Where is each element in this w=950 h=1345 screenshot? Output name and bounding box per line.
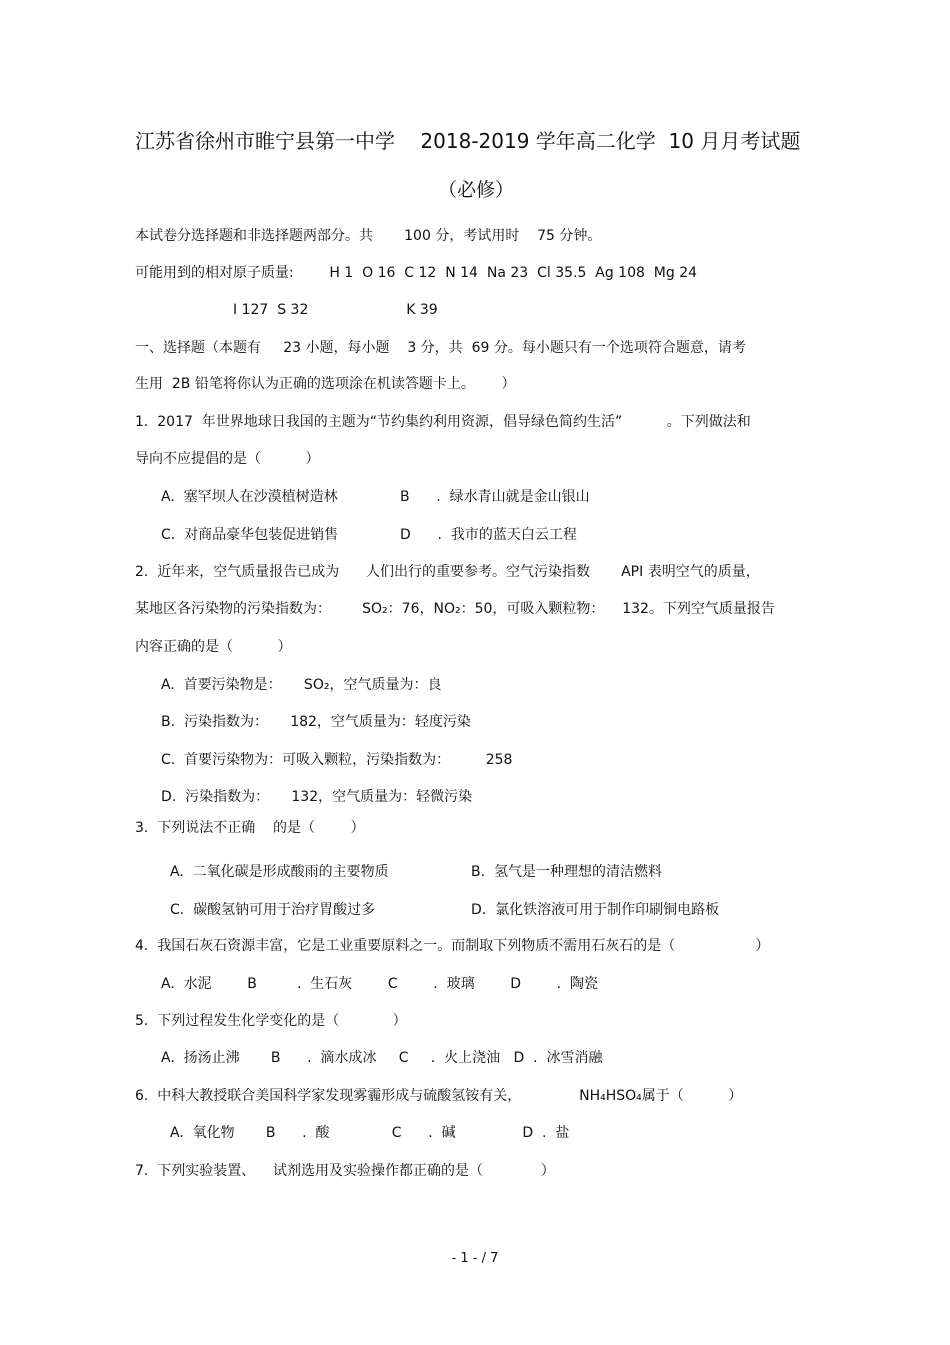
question-5-options: A. 扬汤止沸 B . 滴水成冰 C . 火上浇油 D . 冰雪消融: [161, 1050, 603, 1066]
question-2-option-b: B. 污染指数为： 182，空气质量为：轻度污染: [161, 714, 471, 730]
question-4-options: A. 水泥 B . 生石灰 C . 玻璃 D . 陶瓷: [161, 976, 598, 992]
question-4-stem: 4. 我国石灰石资源丰富，它是工业重要原料之一。而制取下列物质不需用石灰石的是（ ）: [135, 938, 770, 954]
question-3-stem: 3. 下列说法不正确 的是（ ）: [135, 820, 365, 836]
question-2-option-a: A. 首要污染物是： SO₂，空气质量为：良: [161, 677, 442, 693]
question-7-stem: 7. 下列实验装置、 试剂选用及实验操作都正确的是（ ）: [135, 1163, 555, 1179]
page-subtitle: （必修）: [438, 179, 515, 201]
question-2-stem: 2. 近年来，空气质量报告已成为 人们出行的重要参考。空气污染指数 API 表明空气的质量，: [135, 564, 760, 580]
question-1-option-b: B . 绿水青山就是金山银山: [400, 489, 590, 505]
question-1-stem-cont: 导向不应提倡的是（ ）: [135, 451, 320, 467]
intro-line: 本试卷分选择题和非选择题两部分。共 100 分，考试用时 75 分钟。: [135, 228, 602, 244]
question-1-option-a: A. 塞罕坝人在沙漠植树造林: [161, 489, 338, 505]
question-2-option-c: C. 首要污染物为：可吸入颗粒，污染指数为： 258: [161, 752, 513, 768]
atomic-mass-line-cont: I 127 S 32 K 39: [233, 302, 438, 318]
section-heading: 一、选择题（本题有 23 小题，每小题 3 分，共 69 分。每小题只有一个选项符合题意，请考: [135, 340, 746, 356]
section-heading-cont: 生用 2B 铅笔将你认为正确的选项涂在机读答题卡上。 ）: [135, 376, 516, 392]
question-3-option-d: D. 氯化铁溶液可用于制作印刷铜电路板: [471, 902, 720, 918]
question-3-option-b: B. 氢气是一种理想的清洁燃料: [471, 864, 662, 880]
question-2-stem-end: 内容正确的是（ ）: [135, 639, 292, 655]
question-6-options: A. 氧化物 B . 酸 C . 碱 D . 盐: [170, 1125, 570, 1141]
question-1-option-c: C. 对商品豪华包装促进销售: [161, 527, 339, 543]
atomic-mass-line: 可能用到的相对原子质量: H 1 O 16 C 12 N 14 Na 23 Cl 35.5 Ag 108 Mg 24: [135, 265, 698, 281]
question-1-option-d: D . 我市的蓝天白云工程: [400, 527, 577, 543]
question-2-option-d: D. 污染指数为： 132，空气质量为：轻微污染: [161, 789, 473, 805]
page-title: 江苏省徐州市睢宁县第一中学 2018-2019 学年高二化学 10 月月考试题: [135, 129, 801, 153]
question-3-option-c: C. 碳酸氢钠可用于治疗胃酸过多: [170, 902, 376, 918]
question-6-stem: 6. 中科大教授联合美国科学家发现雾霾形成与硫酸氢铵有关， NH₄HSO₄属于（ ）: [135, 1088, 743, 1104]
question-5-stem: 5. 下列过程发生化学变化的是（ ）: [135, 1013, 407, 1029]
question-1-stem: 1. 2017 年世界地球日我国的主题为“节约集约利用资源，倡导绿色简约生活” 。下列做法和: [135, 414, 751, 430]
question-2-stem-cont: 某地区各污染物的污染指数为： SO₂：76，NO₂：50，可吸入颗粒物： 132。下列空气质量报告: [135, 601, 775, 617]
question-3-option-a: A. 二氧化碳是形成酸雨的主要物质: [170, 864, 389, 880]
page-number: - 1 - / 7: [451, 1251, 499, 1266]
